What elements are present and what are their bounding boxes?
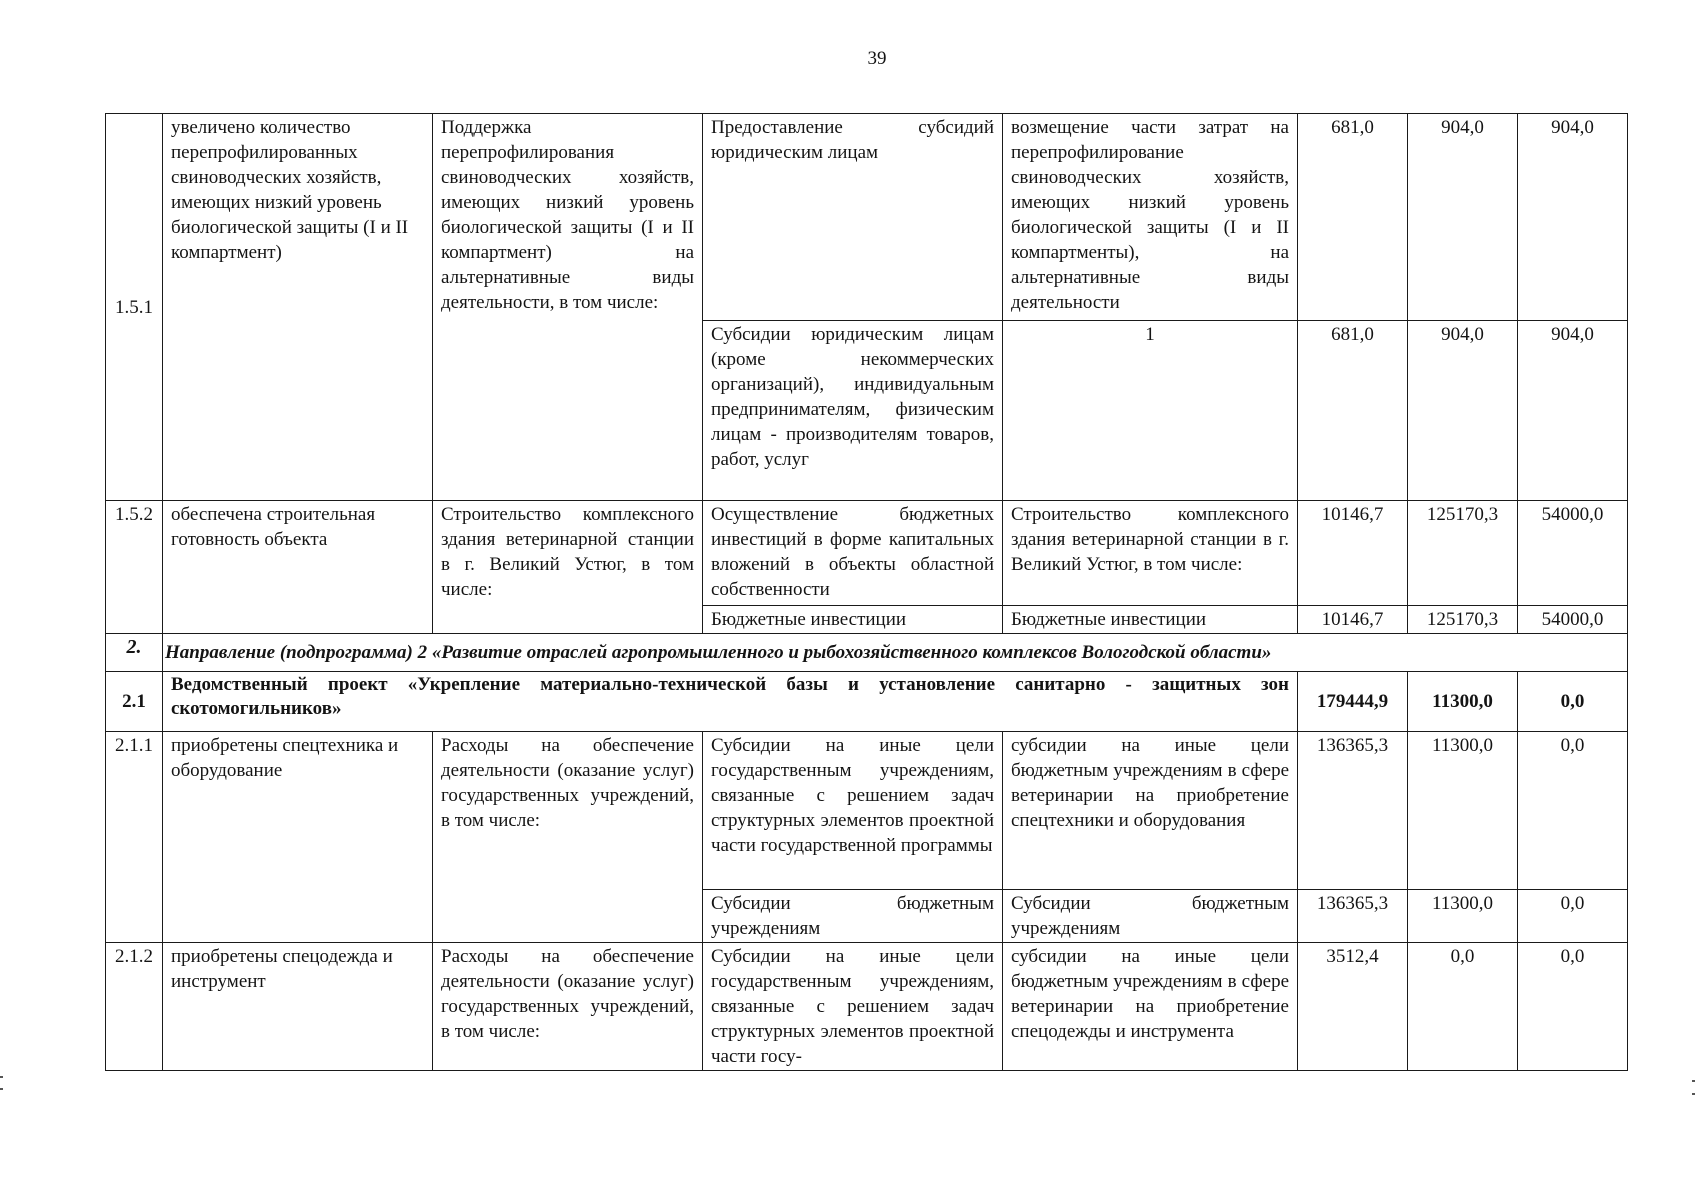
activity-cell: Поддержка перепрофилирования свиноводческих хозяйств, имеющих низкий уровень биологической защиты (I и II компартмент) на альтернативные виды деятельности, в том числе: <box>433 114 703 501</box>
value-cell: 54000,0 <box>1518 501 1628 606</box>
value-cell: 0,0 <box>1518 890 1628 943</box>
value-cell: 0,0 <box>1408 943 1518 1071</box>
expense-direction-cell: возмещение части затрат на перепрофилирование свиноводческих хозяйств, имеющих низкий уровень биологической защиты (I и II компартменты), на альтернативные виды деятельности <box>1003 114 1298 321</box>
value-cell: 10146,7 <box>1298 606 1408 634</box>
expense-direction-cell: Бюджетные инвестиции <box>1003 606 1298 634</box>
result-cell: обеспечена строительная готовность объекта <box>163 501 433 634</box>
activity-cell: Строительство комплексного здания ветеринарной станции в г. Великий Устюг, в том числе: <box>433 501 703 634</box>
value-cell: 681,0 <box>1298 114 1408 321</box>
value-cell: 10146,7 <box>1298 501 1408 606</box>
activity-cell: Расходы на обеспечение деятельности (оказание услуг) государственных учреждений, в том числе: <box>433 732 703 943</box>
value-cell: 11300,0 <box>1408 672 1518 732</box>
value-cell: 904,0 <box>1518 321 1628 501</box>
expense-type-cell: Субсидии на иные цели государственным учреждениям, связанные с решением задач структурных элементов проектной части госу- <box>703 943 1003 1071</box>
budget-table <box>105 113 1628 1071</box>
row-code: 2.1.2 <box>106 943 163 1071</box>
value-cell: 11300,0 <box>1408 732 1518 890</box>
page-number: 39 <box>867 48 887 69</box>
expense-direction-cell: Строительство комплексного здания ветеринарной станции в г. Великий Устюг, в том числе: <box>1003 501 1298 606</box>
expense-direction-cell: субсидии на иные цели бюджетным учреждениям в сфере ветеринарии на приобретение спецтехники и оборудования <box>1003 732 1298 890</box>
row-code: 2.1.1 <box>106 732 163 943</box>
scan-mark <box>1692 1080 1695 1082</box>
expense-type-cell: Субсидии на иные цели государственным учреждениям, связанные с решением задач структурных элементов проектной части государственной программы <box>703 732 1003 890</box>
value-cell: 904,0 <box>1408 321 1518 501</box>
project-code: 2.1 <box>106 672 163 732</box>
expense-type-cell: Субсидии бюджетным учреждениям <box>703 890 1003 943</box>
table-row <box>106 943 1628 1071</box>
expense-direction-cell: субсидии на иные цели бюджетным учреждениям в сфере ветеринарии на приобретение спецодежды и инструмента <box>1003 943 1298 1071</box>
activity-cell: Расходы на обеспечение деятельности (оказание услуг) государственных учреждений, в том числе: <box>433 943 703 1071</box>
expense-type-cell: Субсидии юридическим лицам (кроме некоммерческих организаций), индивидуальным предпринимателям, физическим лицам - производителям товаров, работ, услуг <box>703 321 1003 501</box>
value-cell: 125170,3 <box>1408 501 1518 606</box>
row-code: 1.5.2 <box>106 501 163 634</box>
direction-code: 2. <box>106 634 163 672</box>
scan-mark <box>0 1076 3 1078</box>
direction-row <box>106 634 1628 672</box>
value-cell: 0,0 <box>1518 732 1628 890</box>
row-code: 1.5.1 <box>106 114 163 501</box>
value-cell: 136365,3 <box>1298 890 1408 943</box>
expense-type-cell: Бюджетные инвестиции <box>703 606 1003 634</box>
value-cell: 904,0 <box>1518 114 1628 321</box>
table-row <box>106 114 1628 321</box>
scan-mark <box>0 1088 3 1090</box>
table-row <box>106 732 1628 890</box>
value-cell: 3512,4 <box>1298 943 1408 1071</box>
value-cell: 179444,9 <box>1298 672 1408 732</box>
result-cell: приобретены спецодежда и инструмент <box>163 943 433 1071</box>
expense-type-cell: Предоставление субсидий юридическим лицам <box>703 114 1003 321</box>
expense-type-cell: Осуществление бюджетных инвестиций в форме капитальных вложений в объекты областной собственности <box>703 501 1003 606</box>
value-cell: 136365,3 <box>1298 732 1408 890</box>
result-cell: увеличено количество перепрофилированных свиноводческих хозяйств, имеющих низкий уровень биологической защиты (I и II компартмент) <box>163 114 433 501</box>
table-row <box>106 501 1628 606</box>
project-row <box>106 672 1628 732</box>
value-cell: 0,0 <box>1518 943 1628 1071</box>
value-cell: 125170,3 <box>1408 606 1518 634</box>
result-cell: приобретены спецтехника и оборудование <box>163 732 433 943</box>
direction-title: Направление (подпрограмма) 2 «Развитие отраслей агропромышленного и рыбохозяйственного комплексов Вологодской области» <box>163 634 1628 672</box>
value-cell: 11300,0 <box>1408 890 1518 943</box>
value-cell: 681,0 <box>1298 321 1408 501</box>
project-title: Ведомственный проект «Укрепление материально-технической базы и установление санитарно - защитных зон скотомогильников» <box>163 672 1298 732</box>
scan-mark <box>1692 1093 1695 1095</box>
value-cell: 904,0 <box>1408 114 1518 321</box>
expense-direction-cell: Субсидии бюджетным учреждениям <box>1003 890 1298 943</box>
value-cell: 54000,0 <box>1518 606 1628 634</box>
expense-direction-cell: 1 <box>1003 321 1298 501</box>
value-cell: 0,0 <box>1518 672 1628 732</box>
